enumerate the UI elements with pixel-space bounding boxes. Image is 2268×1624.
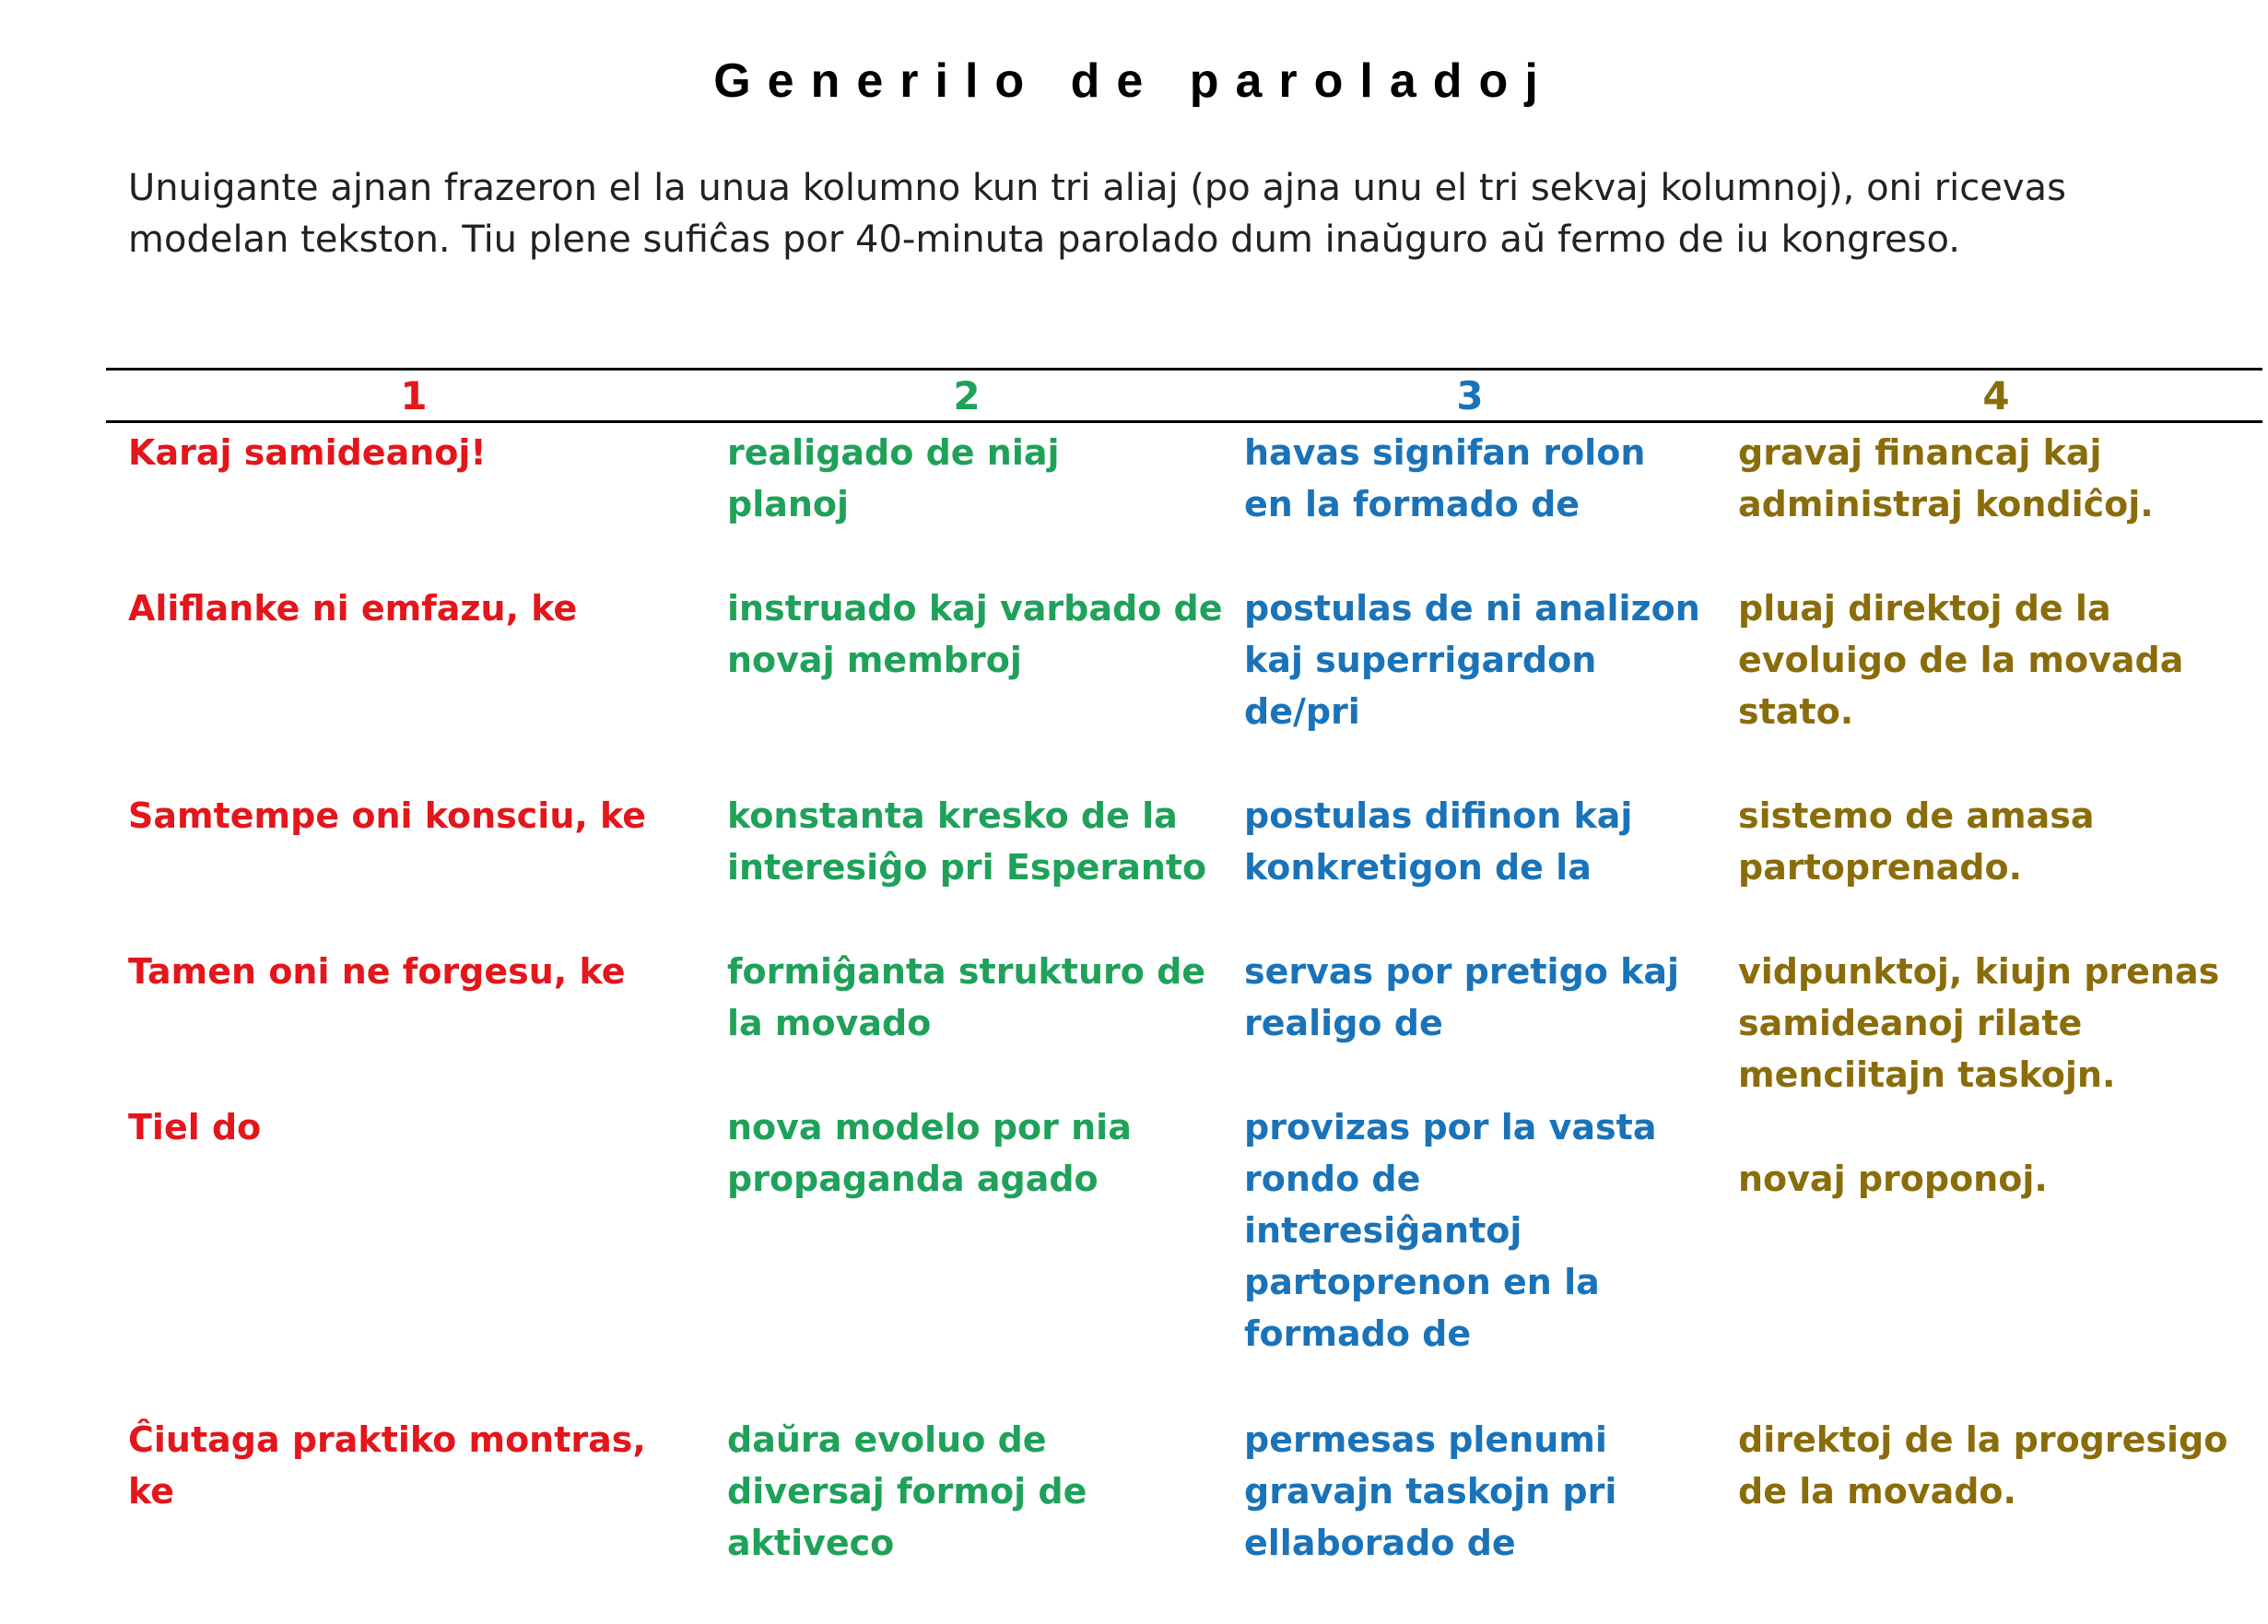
- table-cell-r4-c2: formiĝanta strukturo de la movado: [727, 951, 1206, 1043]
- table-cell-r1-c4: gravaj financaj kaj administraj kondiĉoj.: [1738, 432, 2154, 524]
- intro-paragraph: Unuigante ajnan frazeron el la unua kolumno kun tri aliaj (po ajna unu el tri sekvaj kolumnoj), oni ricevas modelan tekston. Tiu plene sufiĉas por 40-minuta parolado dum inaŭguro aŭ fermo de iu kongreso.: [128, 167, 2066, 261]
- table-cell-r1-c3: havas signifan rolon en la formado de: [1244, 432, 1646, 524]
- table-cell-r5-c1: Tiel do: [128, 1107, 262, 1147]
- table-cell-r1-c2: realigado de niaj planoj: [727, 432, 1060, 524]
- column-header-1: 1: [400, 373, 428, 418]
- table-cell-r4-c3: servas por pretigo kaj realigo de: [1244, 951, 1680, 1043]
- table-cell-r3-c4: sistemo de amasa partoprenado.: [1738, 795, 2095, 888]
- table-cell-r6-c2: daŭra evoluo de diversaj formoj de aktiveco: [727, 1419, 1087, 1563]
- table-cell-r6-c3: permesas plenumi gravajn taskojn pri ellaborado de: [1244, 1419, 1617, 1563]
- table-cell-r2-c3: postulas de ni analizon kaj superrigardon de/pri: [1244, 588, 1700, 732]
- table-cell-r1-c1: Karaj samideanoj!: [128, 432, 487, 473]
- table-cell-r6-c1: Ĉiutaga praktiko montras, ke: [128, 1419, 646, 1512]
- table-cell-r2-c4: pluaj direktoj de la evoluigo de la movada stato.: [1738, 588, 2184, 732]
- table-cell-r4-c1: Tamen oni ne forgesu, ke: [128, 951, 626, 992]
- table-cell-r3-c3: postulas difinon kaj konkretigon de la: [1244, 795, 1633, 888]
- table-cell-r5-c2: nova modelo por nia propaganda agado: [727, 1107, 1132, 1199]
- column-header-3: 3: [1456, 373, 1484, 418]
- column-header-2: 2: [953, 373, 981, 418]
- table-cell-r2-c2: instruado kaj varbado de novaj membroj: [727, 588, 1223, 680]
- column-header-4: 4: [1982, 373, 2010, 418]
- table-cell-r5-c4: novaj proponoj.: [1738, 1159, 2048, 1199]
- table-cell-r3-c1: Samtempe oni konsciu, ke: [128, 795, 647, 836]
- table-cell-r6-c4: direktoj de la progresigo de la movado.: [1738, 1419, 2228, 1512]
- page-title: Generilo de paroladoj: [713, 54, 1555, 108]
- table-cell-r5-c3: provizas por la vasta rondo de interesiĝantoj partoprenon en la formado de: [1244, 1107, 1657, 1354]
- table-cell-r2-c1: Aliflanke ni emfazu, ke: [128, 588, 578, 629]
- table-cell-r4-c4: vidpunktoj, kiujn prenas samideanoj rilate menciitajn taskojn.: [1738, 951, 2220, 1095]
- table-cell-r3-c2: konstanta kresko de la interesiĝo pri Esperanto: [727, 795, 1207, 888]
